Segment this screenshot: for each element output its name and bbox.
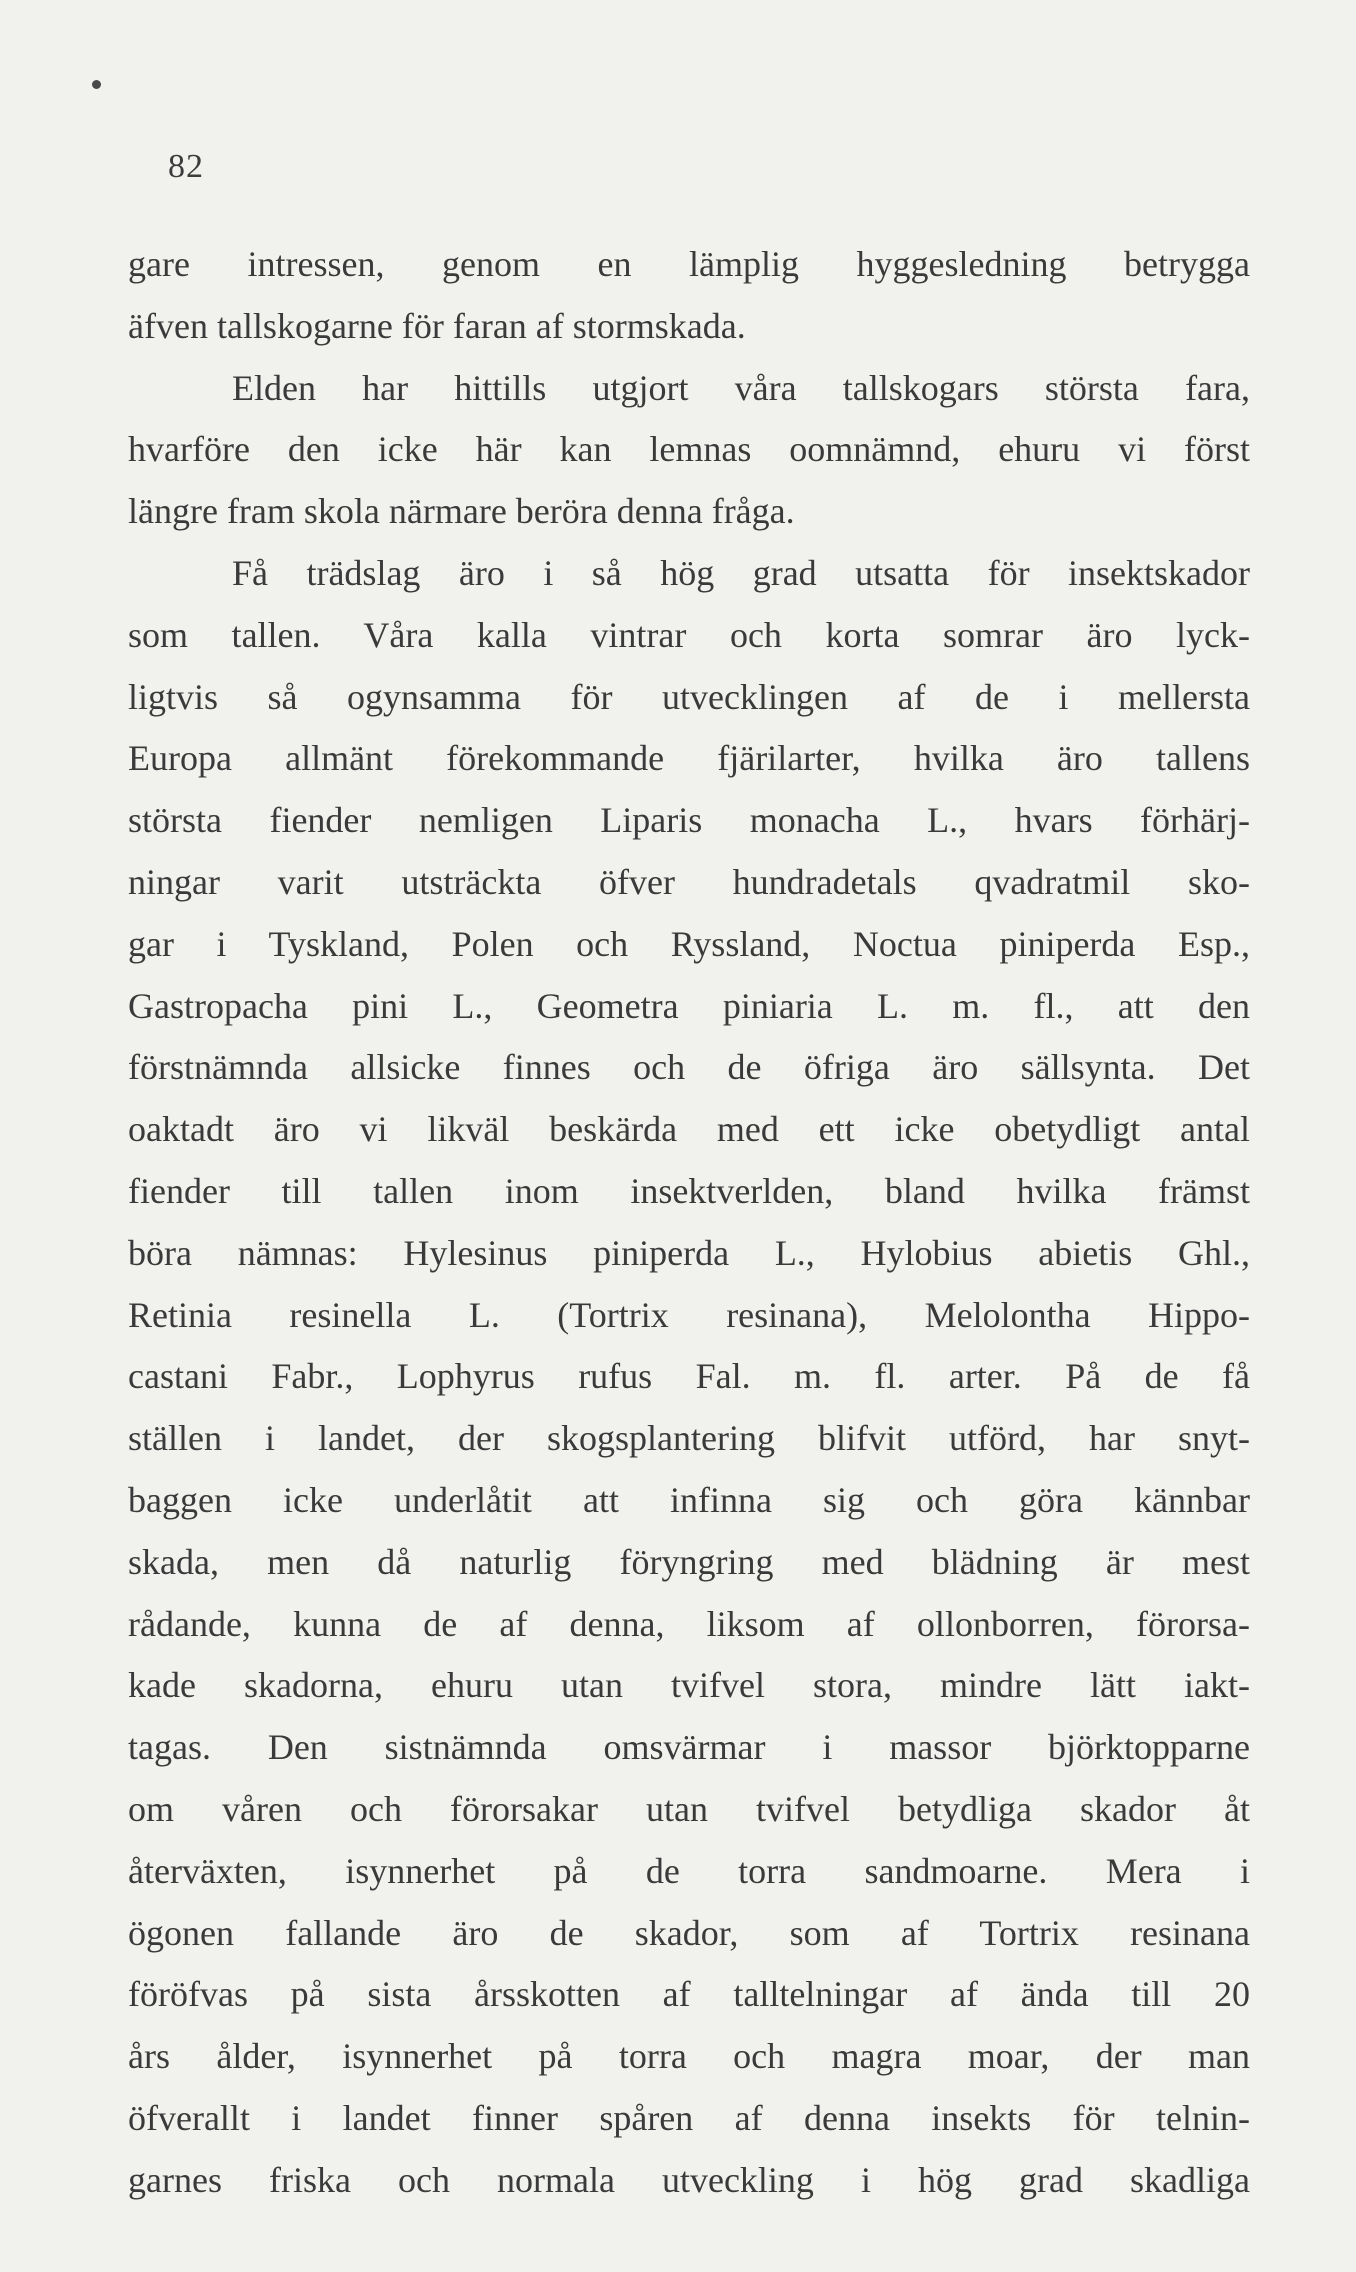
text-line: oaktadt äro vi likväl beskärda med ett icke obetydligt antal [128, 1109, 1250, 1150]
text-line: återväxten, isynnerhet på de torra sandmoarne. Mera i [128, 1850, 1250, 1891]
text-line: garnes friska och normala utveckling i hög grad skadliga [128, 2159, 1250, 2200]
text-line: ställen i landet, der skogsplantering blifvit utförd, har snyt- [128, 1418, 1250, 1459]
text-line: rådande, kunna de af denna, liksom af ollonborren, förorsa- [128, 1603, 1250, 1644]
text-line: ligtvis så ogynsamma för utvecklingen af de i mellersta [128, 676, 1250, 717]
text-line: fiender till tallen inom insektverlden, bland hvilka främst [128, 1170, 1250, 1211]
text-line: ningar varit utsträckta öfver hundradetals qvadratmil sko- [128, 861, 1250, 902]
body-text [128, 234, 1250, 2212]
text-line: Retinia resinella L. (Tortrix resinana), Melolontha Hippo- [128, 1294, 1250, 1335]
text-line: om våren och förorsakar utan tvifvel betydliga skador åt [128, 1788, 1250, 1829]
text-line: böra nämnas: Hylesinus piniperda L., Hylobius abietis Ghl., [128, 1232, 1250, 1273]
text-line: öfverallt i landet finner spåren af denna insekts för telnin- [128, 2097, 1250, 2138]
text-line: gare intressen, genom en lämplig hyggesledning betrygga [128, 244, 1250, 284]
text-line: hvarföre den icke här kan lemnas oomnämnd, ehuru vi först [128, 429, 1250, 470]
text-line: ögonen fallande äro de skador, som af Tortrix resinana [128, 1912, 1250, 1953]
text-line: Europa allmänt förekommande fjärilarter, hvilka äro tallens [128, 738, 1250, 779]
text-line: föröfvas på sista årsskotten af talltelningar af ända till 20 [128, 1974, 1250, 2015]
text-line: Elden har hittills utgjort våra tallskogars största fara, [232, 367, 1250, 408]
text-line: förstnämnda allsicke finnes och de öfriga äro sällsynta. Det [128, 1047, 1250, 1088]
text-line: års ålder, isynnerhet på torra och magra moar, der man [128, 2036, 1250, 2077]
text-line: castani Fabr., Lophyrus rufus Fal. m. fl. arter. På de få [128, 1356, 1250, 1397]
text-line: Få trädslag äro i så hög grad utsatta för insektskador [232, 552, 1250, 593]
text-line: äfven tallskogarne för faran af stormskada. [128, 305, 746, 346]
ink-speck [92, 80, 101, 89]
text-line: gar i Tyskland, Polen och Ryssland, Noctua piniperda Esp., [128, 923, 1250, 964]
text-line: största fiender nemligen Liparis monacha L., hvars förhärj- [128, 800, 1250, 841]
text-line: Gastropacha pini L., Geometra piniaria L. m. fl., att den [128, 985, 1250, 1026]
text-line: tagas. Den sistnämnda omsvärmar i massor björktopparne [128, 1727, 1250, 1768]
text-line: som tallen. Våra kalla vintrar och korta somrar äro lyck- [128, 614, 1250, 655]
text-line: kade skadorna, ehuru utan tvifvel stora, mindre lätt iakt- [128, 1665, 1250, 1706]
page-number: 82 [168, 148, 204, 185]
text-line: skada, men då naturlig föryngring med blädning är mest [128, 1541, 1250, 1582]
text-line: baggen icke underlåtit att infinna sig och göra kännbar [128, 1479, 1250, 1520]
text-line: längre fram skola närmare beröra denna fråga. [128, 491, 795, 532]
